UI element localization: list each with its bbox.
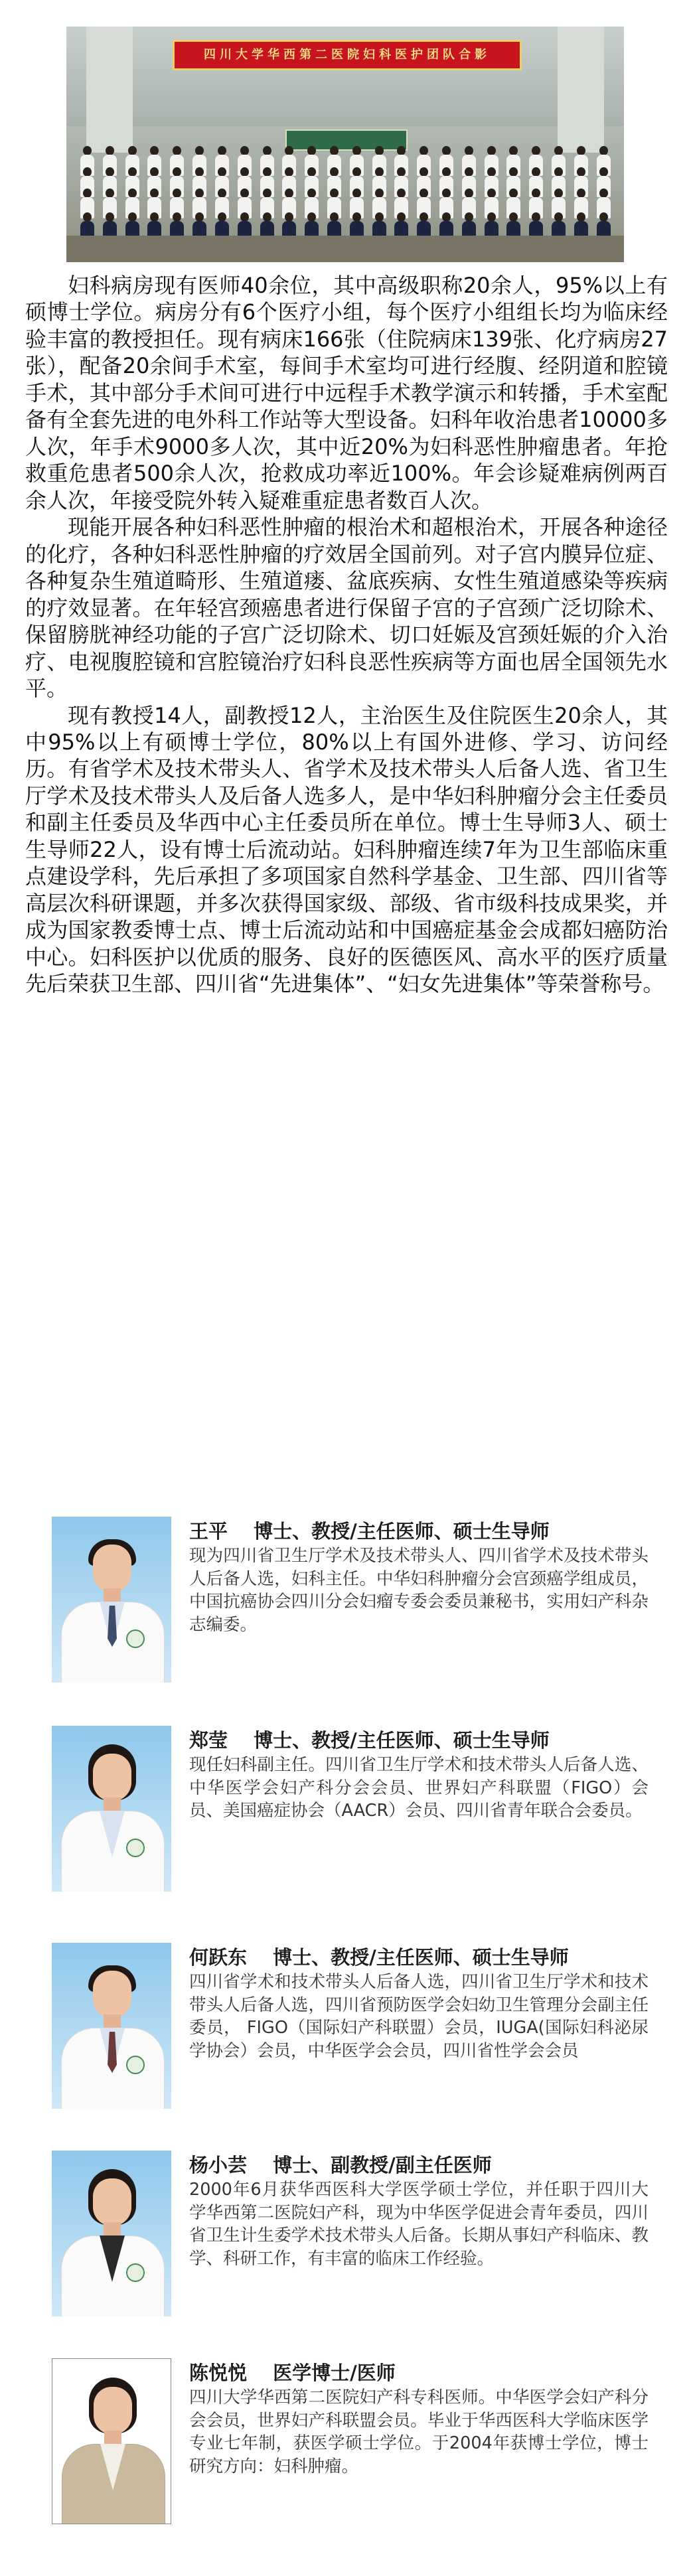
- team-photo-banner: 四川大学华西第二医院妇科医护团队合影: [173, 40, 522, 70]
- team-photo: [66, 27, 624, 262]
- staff-name-title: 郑莹 博士、教授/主任医师、硕士生导师: [189, 1729, 550, 1752]
- intro-paragraph-1: 妇科病房现有医师40余位，其中高级职称20余人，95%以上有硕博士学位。病房分有6个医疗小组，每个医疗小组组长均为临床经验丰富的教授担任。现有病床166张（住院病床139张、化疗病房27张），配备20余间手术室，每间手术室均可进行经腹、经阴道和腔镜手术，其中部分手术间可进行中远程手术教学演示和转播，手术室配备有全套先进的电外科工作站等大型设备。妇科年收治患者10000多人次，年手术9000多人次，其中近20%为妇科恶性肿瘤患者。年抢救重危患者500余人次，抢救成功率近100%。年会诊疑难病例两百余人次，年接受院外转入疑难重症患者数百人次。: [25, 273, 668, 513]
- doctor-portrait: [52, 2358, 171, 2524]
- staff-description: 现为四川省卫生厅学术及技术带头人、四川省学术及技术带头人后备人选，妇科主任。中华妇科肿瘤分会宫颈癌学组成员，中国抗癌协会四川分会妇瘤专委会委员兼秘书，实用妇产科杂志编委。: [189, 1546, 649, 1635]
- staff-description: 2000年6月获华西医科大学医学硕士学位，并任职于四川大学华西第二医院妇产科，现为中华医学促进会青年委员，四川省卫生计生委学术技术带头人后备。长期从事妇产科临床、教学、科研工作，有丰富的临床工作经验。: [189, 2180, 649, 2269]
- pillar: [86, 27, 133, 153]
- doctor-portrait: [52, 1517, 171, 1683]
- staff-name-title: 陈悦悦 医学博士/医师: [189, 2362, 396, 2384]
- staff-description: 现任妇科副主任。四川省卫生厅学术和技术带头人后备人选、中华医学会妇产科分会会员、世界妇产科联盟（FIGO）会员、美国癌症协会（AACR）会员、四川省青年联合会委员。: [189, 1755, 649, 1821]
- intro-paragraph-3: 现有教授14人，副教授12人，主治医生及住院医生20余人，其中95%以上有硕博士学位，80%以上有国外进修、学习、访问经历。有省学术及技术带头人、省学术及技术带头人后备人选、省卫生厅学术及技术带头人及后备人选多人，是中华妇科肿瘤分会主任委员和副主任委员及华西中心主任委员所在单位。博士生导师3人、硕士生导师22人，设有博士后流动站。妇科肿瘤连续7年为卫生部临床重点建设学科，先后承担了多项国家自然科学基金、卫生部、四川省等高层次科研课题，并多次获得国家级、部级、省市级科技成果奖，并成为国家教委博士点、博士后流动站和中国癌症基金会成都妇癌防治中心。妇科医护以优质的服务、良好的医德医风、高水平的医疗质量先后荣获卫生部、四川省“先进集体”、“妇女先进集体”等荣誉称号。: [25, 702, 668, 997]
- staff-description: 四川省学术和技术带头人后备人选，四川省卫生厅学术和技术带头人后备人选，四川省预防医学会妇幼卫生管理分会副主任委员， FIGO（国际妇产科联盟）会员，IUGA(国际妇科泌尿学协会）会员，中华医学会会员，四川省性学会会员: [189, 1972, 649, 2062]
- staff-name-title: 杨小芸 博士、副教授/副主任医师: [189, 2154, 492, 2176]
- department-introduction: [25, 272, 668, 998]
- doctor-portrait: [52, 1726, 171, 1892]
- doctor-portrait: [52, 1943, 171, 2109]
- pillar: [558, 27, 604, 153]
- doctor-portrait: [52, 2151, 171, 2316]
- intro-paragraph-2: 现能开展各种妇科恶性肿瘤的根治术和超根治术，开展各种途径的化疗，各种妇科恶性肿瘤的疗效居全国前列。对子宫内膜异位症、各种复杂生殖道畸形、生殖道瘘、盆底疾病、女性生殖道感染等疾病的疗效显著。在年轻宫颈癌患者进行保留子宫的子宫颈广泛切除术、保留膀胱神经功能的子宫广泛切除术、切口妊娠及宫颈妊娠的介入治疗、电视腹腔镜和宫腔镜治疗妇科良恶性疾病等方面也居全国领先水平。: [25, 514, 668, 702]
- photo-ground: [66, 236, 624, 262]
- staff-name-title: 何跃东 博士、教授/主任医师、硕士生导师: [189, 1946, 569, 1969]
- staff-name-title: 王平 博士、教授/主任医师、硕士生导师: [189, 1520, 550, 1543]
- staff-description: 四川大学华西第二医院妇产科专科医师。中华医学会妇产科分会会员，世界妇产科联盟会员。毕业于华西医科大学临床医学专业七年制，获医学硕士学位。于2004年获博士学位，博士研究方向：妇科肿瘤。: [189, 2387, 649, 2477]
